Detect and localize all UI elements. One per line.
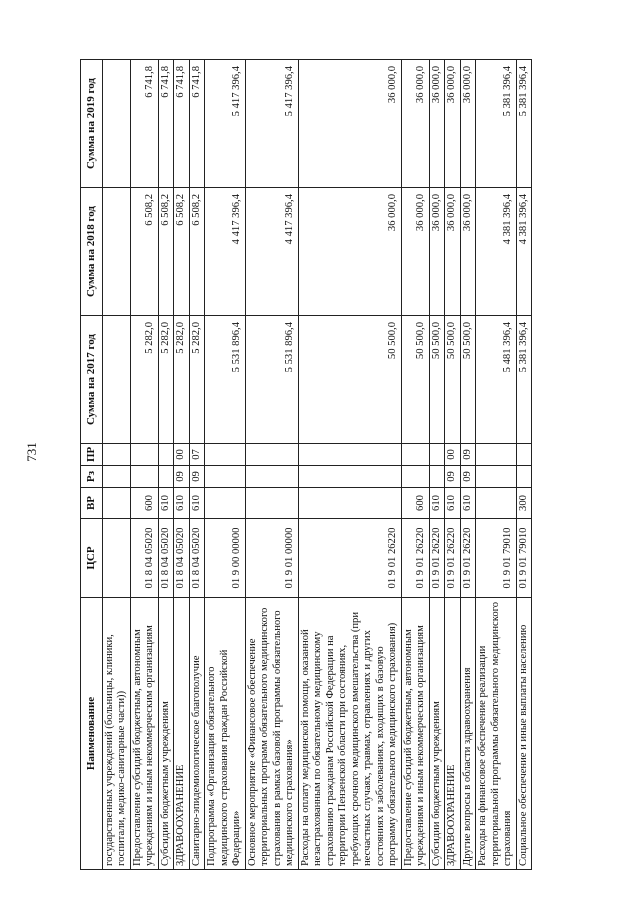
cell-csr: 01 8 04 05020 [174,519,190,598]
cell-csr: 01 9 01 26220 [460,519,476,598]
header-vr: ВР [81,488,103,519]
cell-sum-2017: 50 500,0 [429,316,445,444]
cell-vr [245,488,298,519]
cell-name: Социальное обеспечение и иные выплаты населению [516,598,532,870]
cell-sum-2018: 36 000,0 [298,188,401,316]
cell-rz [205,466,246,488]
cell-pr [516,444,532,466]
cell-name: Предоставление субсидий бюджетным, автономным учреждениям и иным некоммерческим организациям [130,598,158,870]
cell-name: Расходы на финансовое обеспечение реализации территориальной программы обязательного медицинского страхования [476,598,517,870]
cell-sum-2019: 6 741,8 [158,60,174,188]
cell-sum-2019: 36 000,0 [445,60,461,188]
cell-sum-2019: 5 417 396,4 [245,60,298,188]
cell-sum-2017: 5 531 896,4 [245,316,298,444]
cell-vr [205,488,246,519]
header-sum-2017: Сумма на 2017 год [81,316,103,444]
cell-sum-2017: 5 381 396,4 [516,316,532,444]
cell-pr [205,444,246,466]
cell-csr: 01 9 01 26220 [298,519,401,598]
table-row [245,60,298,870]
cell-rz [298,466,401,488]
cell-sum-2018: 6 508,2 [158,188,174,316]
cell-sum-2019: 36 000,0 [298,60,401,188]
cell-sum-2019: 36 000,0 [460,60,476,188]
cell-rz: 09 [174,466,190,488]
cell-rz: 09 [445,466,461,488]
cell-rz [429,466,445,488]
header-sum-2018: Сумма на 2018 год [81,188,103,316]
cell-vr [102,488,130,519]
cell-vr [298,488,401,519]
cell-name: Расходы на оплату медицинской помощи, оказанной незастрахованным по обязательному медицинскому страхованию гражданам Российской Федерации на территории Пензенской области при состояниях, требующих срочного медицинского вмешательства (при несчастных случаях, травмах, отравлениях и других состояниях и заболеваниях, входящих в базовую программу обязательного медицинского страхования) [298,598,401,870]
cell-vr: 300 [516,488,532,519]
table-row [429,60,445,870]
cell-sum-2018: 4 381 396,4 [476,188,517,316]
cell-rz [516,466,532,488]
table-row [516,60,532,870]
cell-rz: 09 [460,466,476,488]
table-row [158,60,174,870]
cell-csr: 01 9 00 00000 [205,519,246,598]
cell-vr: 610 [158,488,174,519]
cell-name: Санитарно-эпидемиологическое благополучие [189,598,205,870]
cell-rz [158,466,174,488]
cell-sum-2017: 50 500,0 [460,316,476,444]
cell-sum-2018: 36 000,0 [401,188,429,316]
cell-pr [298,444,401,466]
header-csr: ЦСР [81,519,103,598]
cell-pr: 00 [174,444,190,466]
cell-sum-2019: 5 381 396,4 [516,60,532,188]
cell-csr: 01 8 04 05020 [130,519,158,598]
header-name: Наименование [81,598,103,870]
cell-pr: 07 [189,444,205,466]
page-number: 731 [24,442,39,462]
cell-sum-2018: 36 000,0 [445,188,461,316]
cell-sum-2018: 6 508,2 [189,188,205,316]
cell-sum-2019: 6 741,8 [189,60,205,188]
cell-name: Основное мероприятие «Финансовое обеспечение территориальных программ обязательного медицинского страхования в рамках базовой программы обязательного медицинского страхования» [245,598,298,870]
cell-pr: 00 [445,444,461,466]
cell-name: Предоставление субсидий бюджетным, автономным учреждениям и иным некоммерческим организациям [401,598,429,870]
cell-csr [102,519,130,598]
table-row [205,60,246,870]
table-row [189,60,205,870]
cell-name: Подпрограмма «Организация обязательного медицинского страхования граждан Российской Федерации» [205,598,246,870]
cell-sum-2017: 5 282,0 [174,316,190,444]
cell-sum-2017: 50 500,0 [298,316,401,444]
cell-sum-2018 [102,188,130,316]
cell-csr: 01 9 01 26220 [445,519,461,598]
cell-csr: 01 8 04 05020 [158,519,174,598]
cell-sum-2018: 4 381 396,4 [516,188,532,316]
cell-rz: 09 [189,466,205,488]
cell-pr [158,444,174,466]
budget-table-container [80,60,560,870]
cell-vr: 610 [189,488,205,519]
cell-sum-2019: 5 381 396,4 [476,60,517,188]
cell-vr: 610 [460,488,476,519]
table-row [476,60,517,870]
cell-vr: 610 [429,488,445,519]
cell-rz [130,466,158,488]
table-row [102,60,130,870]
cell-sum-2017: 50 500,0 [401,316,429,444]
table-row [460,60,476,870]
cell-pr [401,444,429,466]
header-sum-2019: Сумма на 2019 год [81,60,103,188]
cell-csr: 01 9 01 26220 [429,519,445,598]
cell-sum-2017: 50 500,0 [445,316,461,444]
cell-sum-2017: 5 531 896,4 [205,316,246,444]
cell-sum-2018: 6 508,2 [130,188,158,316]
header-rz: Рз [81,466,103,488]
cell-name: Субсидии бюджетным учреждениям [429,598,445,870]
cell-pr: 09 [460,444,476,466]
budget-table [80,59,532,870]
cell-vr: 600 [130,488,158,519]
cell-rz [476,466,517,488]
cell-sum-2019: 5 417 396,4 [205,60,246,188]
cell-sum-2018: 36 000,0 [429,188,445,316]
cell-sum-2017: 5 282,0 [158,316,174,444]
cell-name: Субсидии бюджетным учреждениям [158,598,174,870]
cell-csr: 01 8 04 05020 [189,519,205,598]
cell-pr [476,444,517,466]
table-row [174,60,190,870]
cell-sum-2018: 4 417 396,4 [245,188,298,316]
cell-vr: 600 [401,488,429,519]
cell-sum-2019: 36 000,0 [401,60,429,188]
cell-sum-2018: 36 000,0 [460,188,476,316]
cell-name: Другие вопросы в области здравоохранения [460,598,476,870]
table-row [445,60,461,870]
cell-pr [245,444,298,466]
cell-vr [476,488,517,519]
cell-vr: 610 [174,488,190,519]
table-row [401,60,429,870]
cell-sum-2017: 5 282,0 [130,316,158,444]
cell-csr: 01 9 01 26220 [401,519,429,598]
cell-pr [429,444,445,466]
cell-sum-2019: 6 741,8 [130,60,158,188]
cell-sum-2018: 6 508,2 [174,188,190,316]
cell-vr: 610 [445,488,461,519]
cell-sum-2017: 5 282,0 [189,316,205,444]
cell-rz [401,466,429,488]
cell-csr: 01 9 01 79010 [516,519,532,598]
cell-pr [130,444,158,466]
header-pr: ПР [81,444,103,466]
cell-sum-2019: 36 000,0 [429,60,445,188]
cell-csr: 01 9 01 79010 [476,519,517,598]
cell-sum-2017 [102,316,130,444]
cell-sum-2019: 6 741,8 [174,60,190,188]
table-header-row [81,60,103,870]
cell-pr [102,444,130,466]
table-row [298,60,401,870]
cell-rz [245,466,298,488]
cell-rz [102,466,130,488]
cell-sum-2018: 4 417 396,4 [205,188,246,316]
cell-sum-2019 [102,60,130,188]
cell-csr: 01 9 01 00000 [245,519,298,598]
cell-sum-2017: 5 481 396,4 [476,316,517,444]
cell-name: государственных учреждений (больницы, клиники, госпитали, медико-санитарные части)) [102,598,130,870]
cell-name: ЗДРАВООХРАНЕНИЕ [445,598,461,870]
table-row [130,60,158,870]
cell-name: ЗДРАВООХРАНЕНИЕ [174,598,190,870]
